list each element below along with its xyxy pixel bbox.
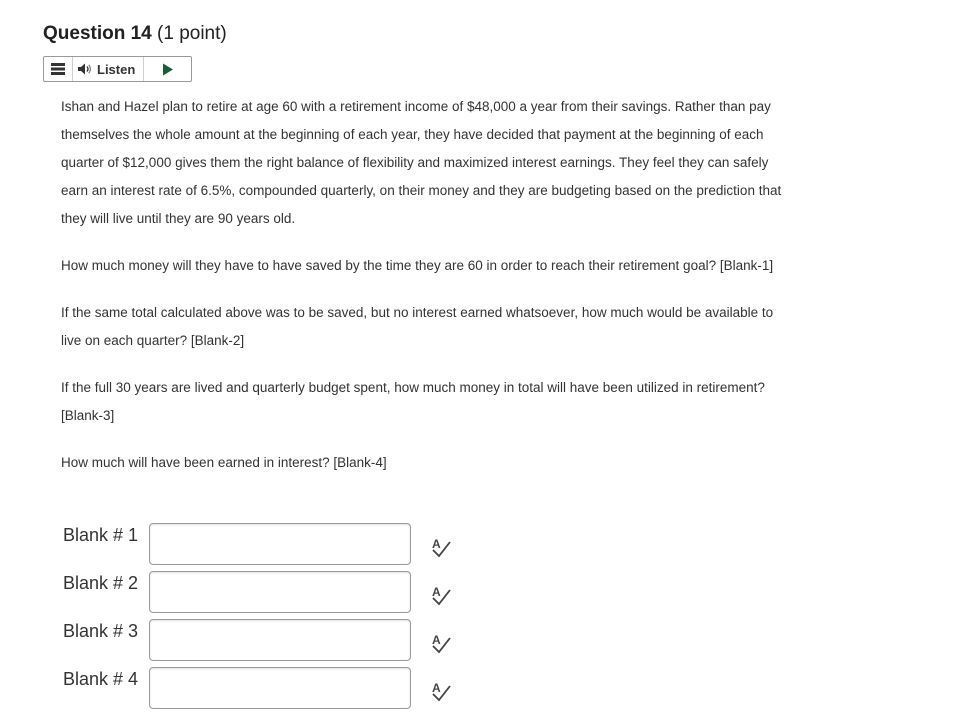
spellcheck-icon[interactable] xyxy=(430,632,452,654)
blank-row-1 xyxy=(63,523,452,565)
blank-label-4: Blank # 4 xyxy=(63,669,139,689)
listen-button[interactable] xyxy=(72,57,144,81)
question-body xyxy=(61,93,791,477)
svg-text:A: A xyxy=(432,681,441,695)
blank-input-2[interactable] xyxy=(149,571,411,613)
blank-input-1[interactable] xyxy=(149,523,411,565)
listen-label: Listen xyxy=(97,61,136,77)
spellcheck-icon[interactable] xyxy=(430,536,452,558)
blank-label-3: Blank # 3 xyxy=(63,621,139,641)
question-label: Question 14 xyxy=(43,23,152,44)
svg-text:A: A xyxy=(432,537,441,551)
question-part-1: How much money will they have to have saved by the time they are 60 in order to reach their retirement goal? [Blank-1] xyxy=(61,258,774,273)
menu-icon xyxy=(51,63,65,75)
blank-label-2: Blank # 2 xyxy=(63,573,139,593)
play-button[interactable] xyxy=(144,57,191,81)
question-part-2: If the same total calculated above was to be saved, but no interest earned whatsoever, how much would be available to live on each quarter? [Blank-2] xyxy=(61,305,774,348)
question-title xyxy=(43,22,227,46)
question-part-4: How much will have been earned in interest? [Blank-4] xyxy=(61,455,387,470)
blank-row-3 xyxy=(63,619,452,661)
svg-text:A: A xyxy=(432,585,441,599)
blank-label-1: Blank # 1 xyxy=(63,525,139,545)
blank-input-3[interactable] xyxy=(149,619,411,661)
question-points: (1 point) xyxy=(157,23,227,44)
spellcheck-icon[interactable] xyxy=(430,680,452,702)
question-part-3: If the full 30 years are lived and quarterly budget spent, how much money in total will have been utilized in retirement? [Blank-3] xyxy=(61,380,765,423)
blank-input-4[interactable] xyxy=(149,667,411,709)
scenario-text: Ishan and Hazel plan to retire at age 60 with a retirement income of $48,000 a year from their savings. Rather than pay themselves the whole amount at the beginning of each year, they have decided that payment at the beginning of each quarter of $12,000 gives them the right balance of flexibility and maximized interest earnings. They feel they can safely earn an interest rate of 6.5%, compounded quarterly, on their money and they are budgeting based on the prediction that they will live until they are 90 years old. xyxy=(61,99,782,226)
blank-row-4 xyxy=(63,667,452,709)
spellcheck-icon[interactable] xyxy=(430,584,452,606)
read-aloud-toolbar xyxy=(43,56,192,82)
speaker-icon xyxy=(77,62,93,76)
svg-text:A: A xyxy=(432,633,441,647)
play-icon xyxy=(162,63,174,76)
blank-row-2 xyxy=(63,571,452,613)
menu-button[interactable] xyxy=(44,57,72,81)
